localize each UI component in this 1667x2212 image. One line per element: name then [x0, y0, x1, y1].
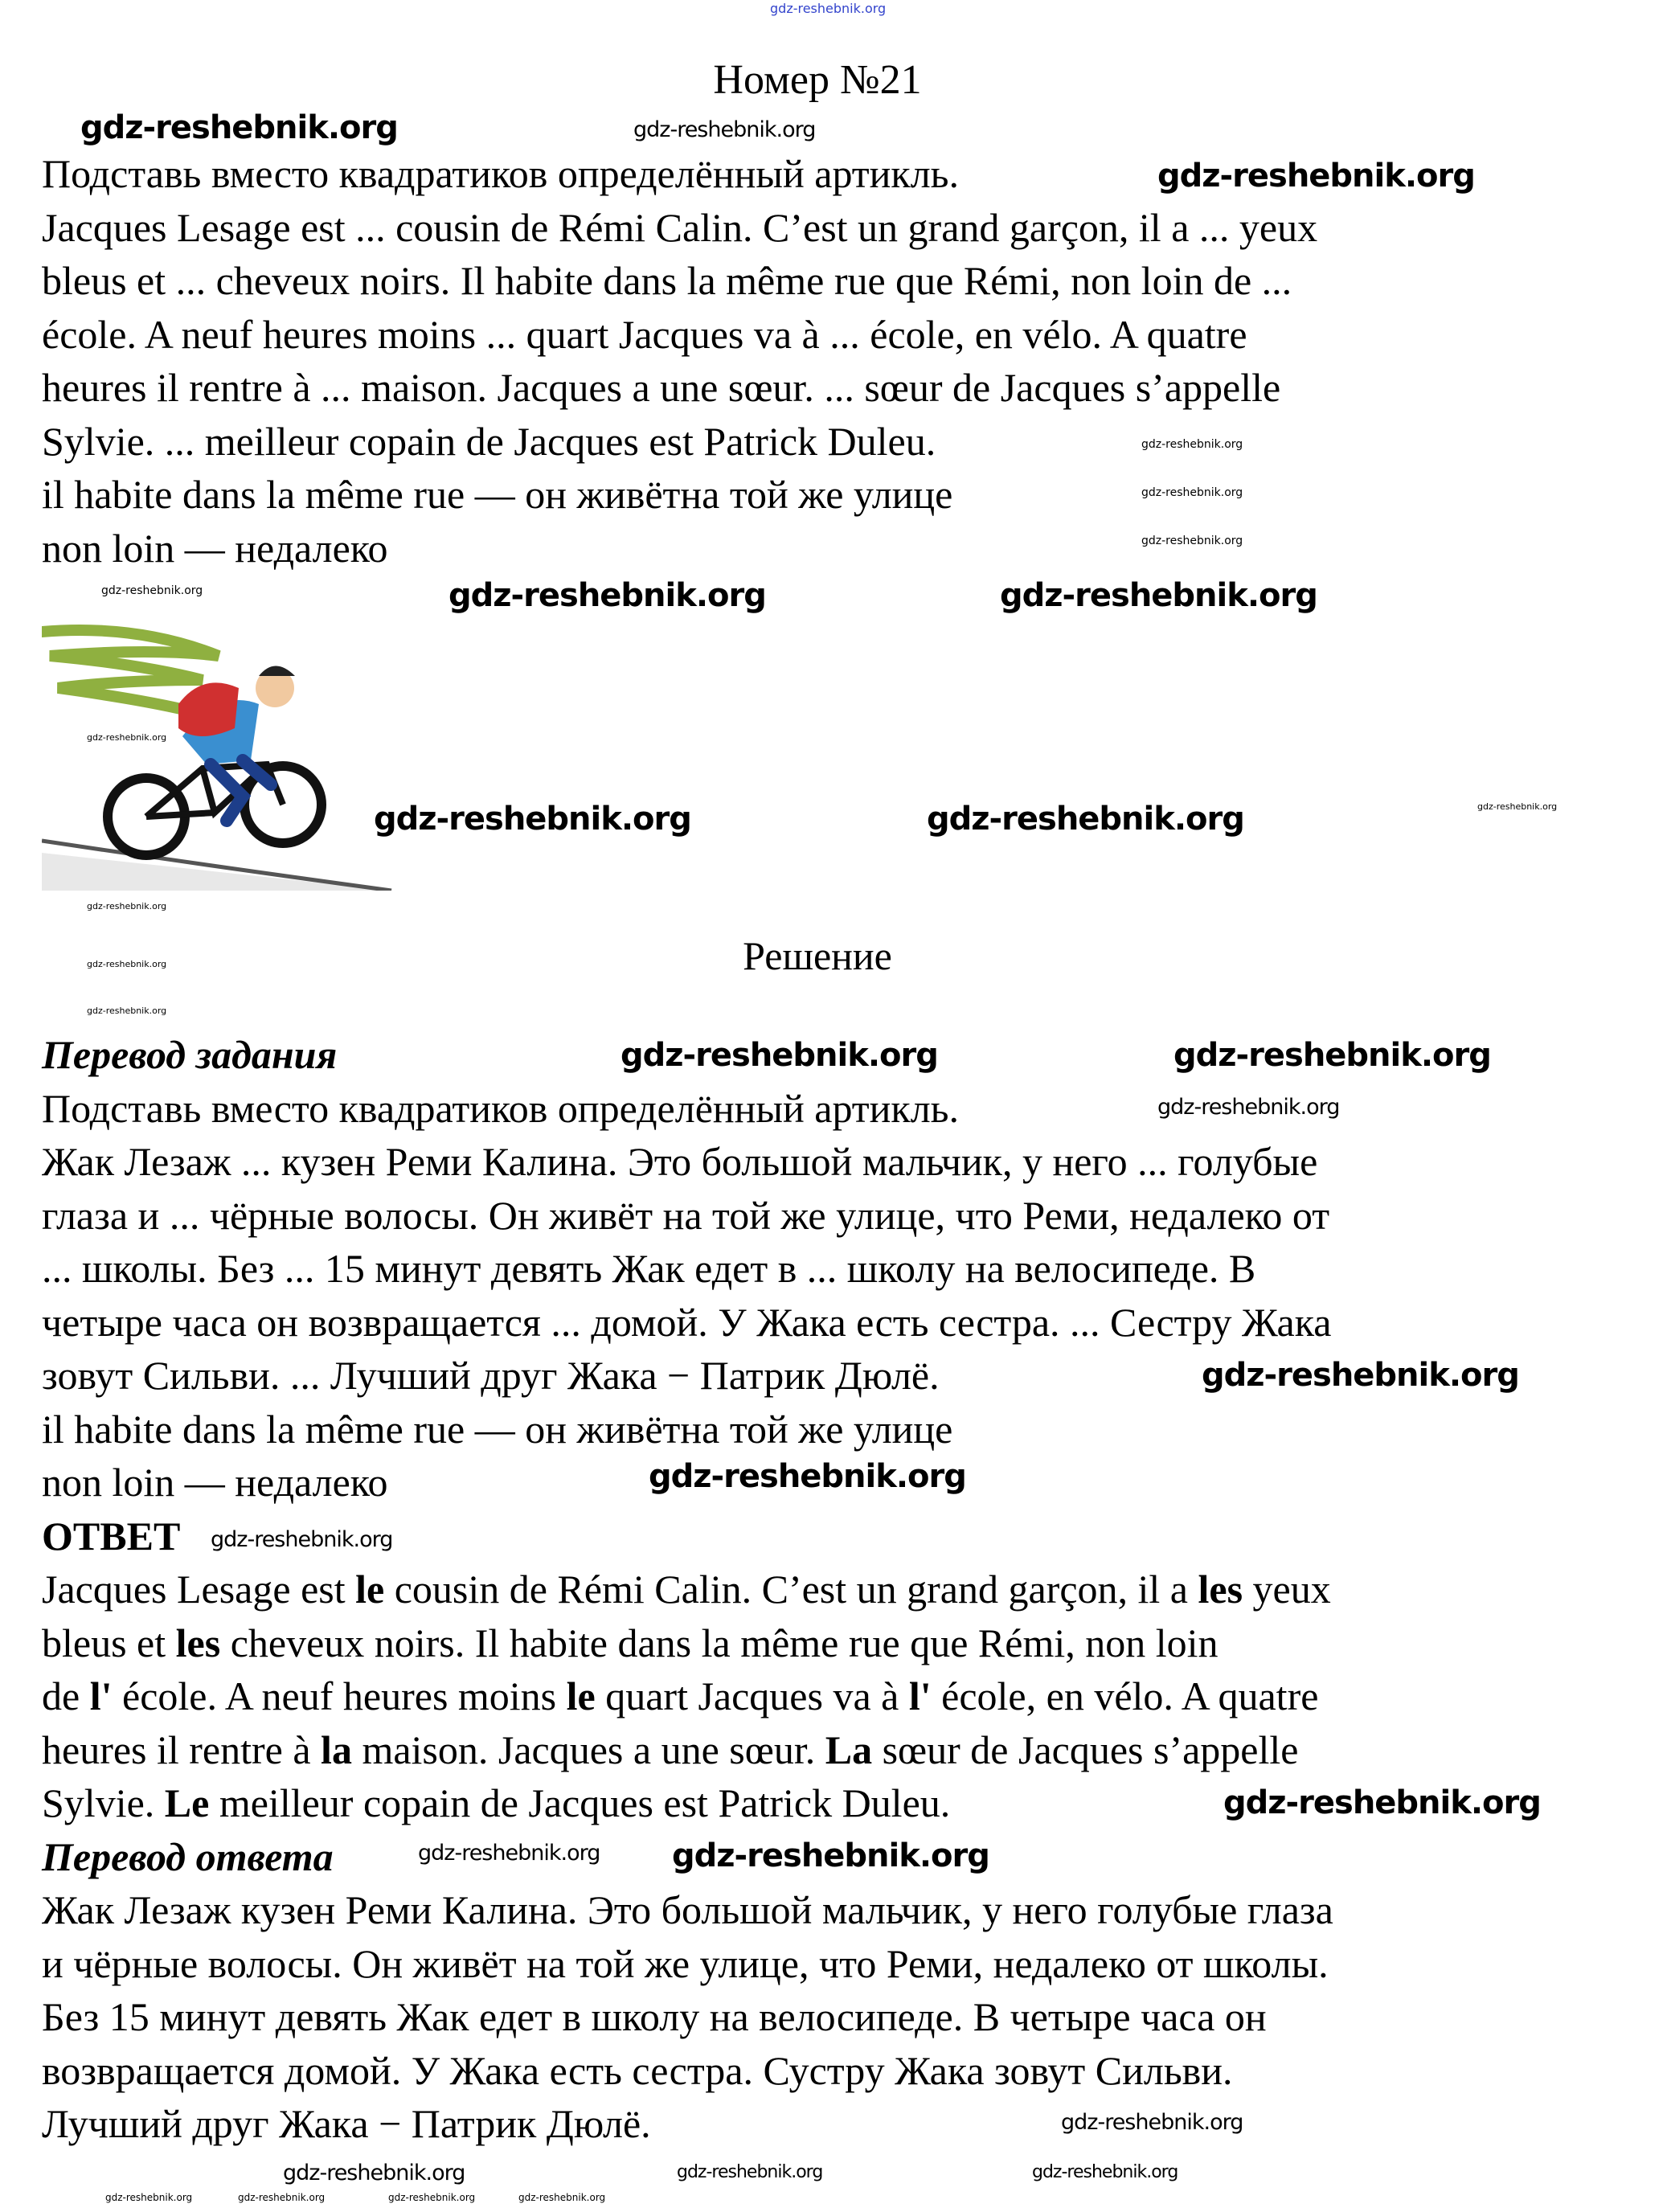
watermark: gdz-reshebnik.org [87, 959, 167, 969]
watermark: gdz-reshebnik.org [1061, 2110, 1243, 2135]
watermark: gdz-reshebnik.org [418, 1841, 600, 1866]
task-line: il habite dans la même rue — он живётна той же улице [42, 472, 953, 517]
watermark: gdz-reshebnik.org [672, 1837, 989, 1874]
watermark: gdz-reshebnik.org [388, 2192, 476, 2203]
text-segment: bleus et [42, 1620, 176, 1665]
text-segment: école. A neuf heures moins [112, 1673, 567, 1718]
text-segment: heures il rentre à [42, 1727, 322, 1772]
text-segment: глаза и ... чёрные волосы. Он живёт на той же улице, что Реми, недалеко от [42, 1192, 1330, 1238]
solution-line [42, 1135, 1317, 1189]
text-segment: Лучший друг Жака − Патрик Дюлё. [42, 2101, 651, 2146]
solution-line [42, 2097, 651, 2151]
solution-line [42, 1723, 1298, 1777]
answer-article: la [321, 1727, 352, 1772]
text-segment: зовут Сильви. ... Лучший друг Жака − Патрик Дюлё. [42, 1353, 940, 1398]
watermark: gdz-reshebnik.org [770, 1, 887, 16]
text-segment: cheveux noirs. Il habite dans la même rue que Rémi, non loin [220, 1620, 1219, 1665]
watermark: gdz-reshebnik.org [101, 584, 203, 597]
watermark: gdz-reshebnik.org [80, 109, 398, 146]
solution-text [42, 1028, 1333, 2151]
cyclist-icon [42, 624, 395, 891]
watermark: gdz-reshebnik.org [87, 1006, 167, 1016]
answer-article: le [355, 1567, 385, 1612]
text-segment: yeux [1243, 1567, 1331, 1612]
text-segment: ... школы. Без ... 15 минут девять Жак едет в ... школу на велосипеде. В [42, 1246, 1256, 1291]
watermark: gdz-reshebnik.org [1157, 1095, 1340, 1120]
task-line: école. A neuf heures moins ... quart Jacques va à ... école, en vélo. A quatre [42, 311, 1247, 357]
text-segment: и чёрные волосы. Он живёт на той же улице, что Реми, недалеко от школы. [42, 1940, 1329, 1986]
watermark: gdz-reshebnik.org [283, 2161, 465, 2185]
task-line: Jacques Lesage est ... cousin de Rémi Calin. C’est un grand garçon, il a ... yeux [42, 204, 1318, 250]
answer-article: l' [908, 1673, 932, 1718]
task-line: non loin — недалеко [42, 525, 388, 571]
solution-heading: Решение [743, 933, 892, 978]
watermark: gdz-reshebnik.org [677, 2162, 823, 2182]
watermark: gdz-reshebnik.org [1141, 486, 1243, 499]
watermark: gdz-reshebnik.org [1032, 2162, 1178, 2182]
watermark: gdz-reshebnik.org [621, 1037, 938, 1074]
solution-line [42, 1563, 1331, 1616]
watermark: gdz-reshebnik.org [1157, 158, 1475, 195]
solution-line [42, 1616, 1219, 1670]
text-segment: école, en vélo. A quatre [931, 1673, 1319, 1718]
watermark: gdz-reshebnik.org [1173, 1037, 1491, 1074]
text-segment: Перевод ответа [42, 1833, 334, 1879]
watermark: gdz-reshebnik.org [518, 2192, 606, 2203]
text-segment: de [42, 1673, 90, 1718]
text-segment: sœur de Jacques s’appelle [872, 1727, 1299, 1772]
solution-line [42, 1990, 1267, 2044]
solution-line [42, 1403, 952, 1456]
text-segment: Jacques Lesage est [42, 1567, 356, 1612]
watermark: gdz-reshebnik.org [211, 1527, 393, 1552]
watermark: gdz-reshebnik.org [1000, 577, 1317, 614]
solution-line [42, 1242, 1255, 1296]
text-segment: Перевод задания [42, 1032, 338, 1077]
answer-article: les [1198, 1567, 1243, 1612]
text-segment: Подставь вместо квадратиков определённый артикль. [42, 1085, 959, 1131]
watermark: gdz-reshebnik.org [87, 732, 167, 743]
text-segment: non loin — недалеко [42, 1460, 388, 1505]
watermark: gdz-reshebnik.org [649, 1458, 966, 1495]
solution-line [42, 1349, 940, 1403]
solution-line [42, 1883, 1333, 1937]
task-line: Sylvie. ... meilleur copain de Jacques est Patrick Duleu. [42, 418, 936, 464]
task-line: Подставь вместо квадратиков определённый артикль. [42, 151, 959, 196]
text-segment: quart Jacques va à [595, 1673, 909, 1718]
solution-line [42, 1082, 959, 1136]
text-segment: четыре часа он возвращается ... домой. У Жака есть сестра. ... Сестру Жака [42, 1299, 1332, 1345]
solution-line [42, 1189, 1329, 1243]
text-segment: il habite dans la même rue — он живётна той же улице [42, 1406, 953, 1452]
text-segment: meilleur copain de Jacques est Patrick Duleu. [209, 1780, 951, 1825]
answer-article: le [566, 1673, 596, 1718]
text-segment: cousin de Rémi Calin. C’est un grand garçon, il a [384, 1567, 1198, 1612]
watermark: gdz-reshebnik.org [927, 801, 1244, 838]
answer-article: l' [89, 1673, 113, 1718]
answer-article: La [825, 1727, 873, 1772]
section-heading [42, 1830, 334, 1884]
task-text [42, 147, 1317, 575]
text-segment: Sylvie. [42, 1780, 165, 1825]
text-segment: возвращается домой. У Жака есть сестра. Сустру Жака зовут Сильви. [42, 2047, 1233, 2093]
watermark: gdz-reshebnik.org [448, 577, 766, 614]
section-heading [42, 1028, 337, 1082]
watermark: gdz-reshebnik.org [1141, 438, 1243, 451]
solution-line [42, 1456, 388, 1509]
watermark: gdz-reshebnik.org [105, 2192, 193, 2203]
text-segment: maison. Jacques a une sœur. [351, 1727, 825, 1772]
watermark: gdz-reshebnik.org [374, 801, 691, 838]
task-line: heures il rentre à ... maison. Jacques a une sœur. ... sœur de Jacques s’appelle [42, 365, 1281, 410]
solution-line [42, 1669, 1318, 1723]
text-segment: Без 15 минут девять Жак едет в школу на велосипеде. В четыре часа он [42, 1994, 1267, 2039]
watermark: gdz-reshebnik.org [1477, 801, 1558, 812]
solution-line [42, 2044, 1233, 2098]
text-segment: Жак Лезаж ... кузен Реми Калина. Это большой мальчик, у него ... голубые [42, 1139, 1318, 1184]
watermark: gdz-reshebnik.org [1223, 1784, 1541, 1821]
watermark: gdz-reshebnik.org [87, 901, 167, 911]
solution-line [42, 1296, 1331, 1350]
section-heading [42, 1509, 180, 1563]
watermark: gdz-reshebnik.org [1202, 1357, 1519, 1394]
text-segment: Жак Лезаж кузен Реми Калина. Это большой мальчик, у него голубые глаза [42, 1887, 1333, 1932]
solution-line [42, 1937, 1329, 1991]
watermark: gdz-reshebnik.org [1141, 535, 1243, 547]
task-line: bleus et ... cheveux noirs. Il habite dans la même rue que Rémi, non loin de ... [42, 258, 1292, 303]
watermark: gdz-reshebnik.org [238, 2192, 326, 2203]
solution-line [42, 1776, 950, 1830]
cyclist-illustration [42, 624, 395, 891]
page-title: Номер №21 [713, 57, 922, 103]
answer-article: les [175, 1620, 221, 1665]
answer-article: Le [164, 1780, 210, 1825]
watermark: gdz-reshebnik.org [633, 117, 816, 142]
text-segment: ОТВЕТ [42, 1513, 181, 1559]
